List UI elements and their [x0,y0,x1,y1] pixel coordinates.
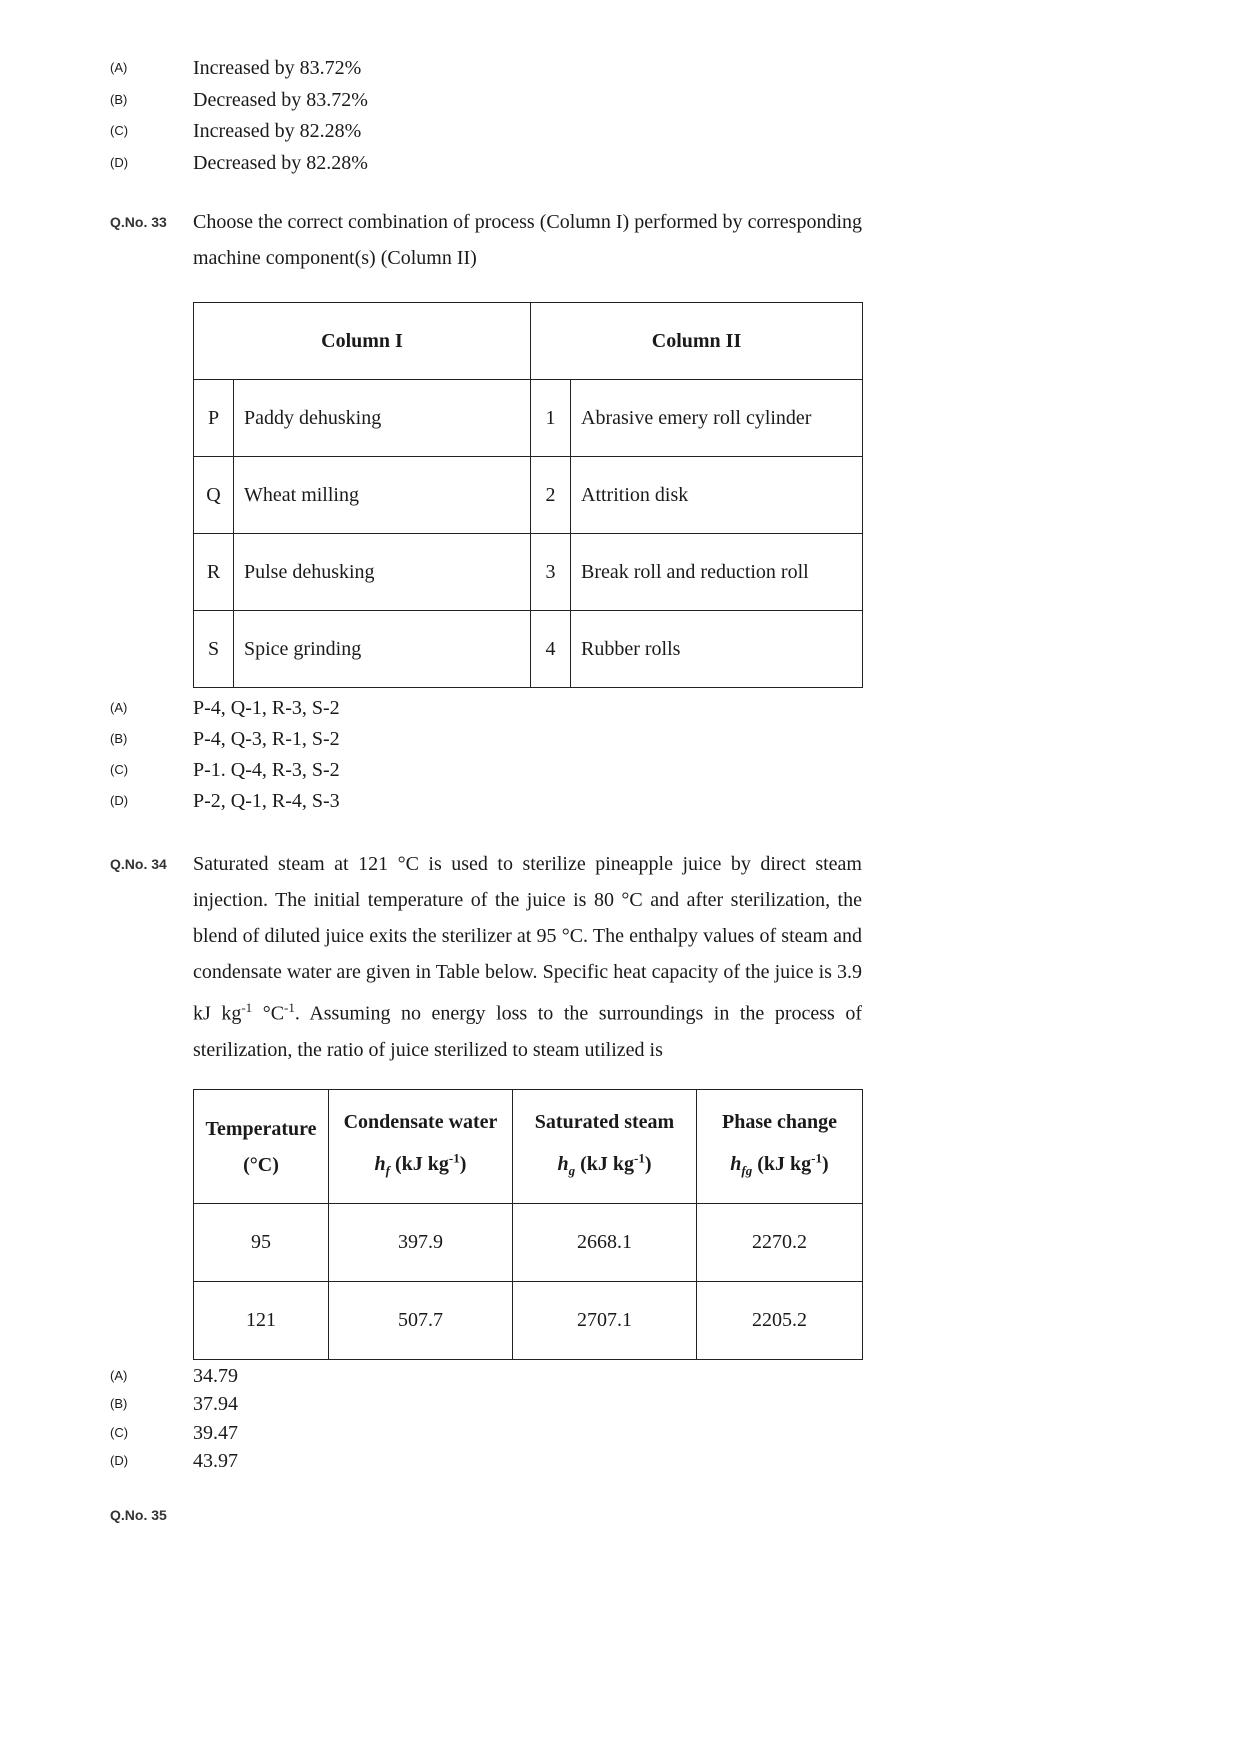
table-row [194,380,863,457]
option-text: P-4, Q-3, R-1, S-2 [193,728,340,750]
hg-cell: 2668.1 [513,1204,697,1282]
option-text: 43.97 [193,1450,238,1472]
hfg-cell: 2205.2 [697,1282,863,1360]
header-line: Temperature [205,1117,317,1140]
process-key: R [194,534,234,611]
component-key: 3 [531,534,571,611]
option-letter: (C) [110,1425,129,1440]
option-letter: (D) [110,155,129,170]
superscript: -1 [241,1000,253,1015]
question-text-34 [193,846,862,1068]
option-letter: (B) [110,1396,128,1411]
header-line: Condensate water [343,1111,498,1134]
option-letter: (C) [110,762,129,777]
table-row [194,1204,863,1282]
component-name: Break roll and reduction roll [571,534,863,611]
option-letter: (C) [110,123,129,138]
process-key: P [194,380,234,457]
option-text: 39.47 [193,1422,238,1444]
option-text: 37.94 [193,1393,238,1415]
option-letter: (D) [110,1453,129,1468]
enthalpy-table [193,1089,863,1360]
temperature-cell: 121 [194,1282,329,1360]
process-name: Spice grinding [234,611,531,688]
option-text: Increased by 83.72% [193,57,362,79]
option-letter: (B) [110,731,128,746]
hg-cell: 2707.1 [513,1282,697,1360]
question-text-part: Saturated steam at 121 °C is used to sterilize pineapple juice by direct steam injection. The initial temperature of the juice is 80 °C and after sterilization, the blend of diluted juice exits the sterilizer at 95 °C. The enthalpy values of steam and condensate water are given in Table below. Specific heat capacity of the juice is 3.9 kJ kg [193,853,862,1025]
condensate-header [329,1090,513,1204]
option-letter: (A) [110,700,128,715]
header-symbol: $h_f$ (kJ $kg^{-1}$) [374,1150,467,1178]
table-header-row [194,303,863,380]
hfg-cell: 2270.2 [697,1204,863,1282]
temperature-cell: 95 [194,1204,329,1282]
option-letter: (A) [110,1368,128,1383]
question-number-34: Q.No. 34 [110,856,167,872]
component-name: Rubber rolls [571,611,863,688]
process-name: Pulse dehusking [234,534,531,611]
component-key: 1 [531,380,571,457]
column-ii-header: Column II [531,303,863,380]
component-key: 4 [531,611,571,688]
table-row [194,457,863,534]
process-name: Wheat milling [234,457,531,534]
table-row [194,611,863,688]
header-line: Saturated steam [534,1111,675,1134]
option-letter: (A) [110,60,128,75]
component-name: Abrasive emery roll cylinder [571,380,863,457]
question-number-33: Q.No. 33 [110,214,167,230]
match-table [193,302,863,688]
component-name: Attrition disk [571,457,863,534]
header-symbol: $h_g$ (kJ $kg^{-1}$) [557,1150,652,1178]
option-text: 34.79 [193,1365,238,1387]
hf-cell: 507.7 [329,1282,513,1360]
hf-cell: 397.9 [329,1204,513,1282]
header-line: Phase change [722,1111,837,1134]
option-text: P-1. Q-4, R-3, S-2 [193,759,340,781]
process-key: S [194,611,234,688]
process-name: Paddy dehusking [234,380,531,457]
option-text: P-2, Q-1, R-4, S-3 [193,790,340,812]
superscript: -1 [284,1000,295,1015]
question-text-33: Choose the correct combination of process (Column I) performed by corresponding machine component(s) (Column II) [193,211,862,269]
option-letter: (D) [110,793,129,808]
process-key: Q [194,457,234,534]
phase-change-header [697,1090,863,1204]
component-key: 2 [531,457,571,534]
question-text-part: . Assuming no energy loss to the surroundings in the process of sterilization, the ratio of juice sterilized to steam utilized is [193,1002,862,1061]
table-row [194,534,863,611]
option-letter: (B) [110,92,128,107]
question-text-part: °C [252,1002,285,1025]
header-unit: (°C) [243,1153,279,1176]
option-text: P-4, Q-1, R-3, S-2 [193,697,340,719]
table-row [194,1282,863,1360]
option-text: Decreased by 83.72% [193,89,368,111]
header-symbol: $h_{fg}$ (kJ $kg^{-1}$) [730,1150,829,1178]
option-text: Increased by 82.28% [193,120,362,142]
temperature-header [194,1090,329,1204]
table-header-row [194,1090,863,1204]
option-text: Decreased by 82.28% [193,152,368,174]
steam-header [513,1090,697,1204]
column-i-header: Column I [194,303,531,380]
question-number-35: Q.No. 35 [110,1507,167,1523]
